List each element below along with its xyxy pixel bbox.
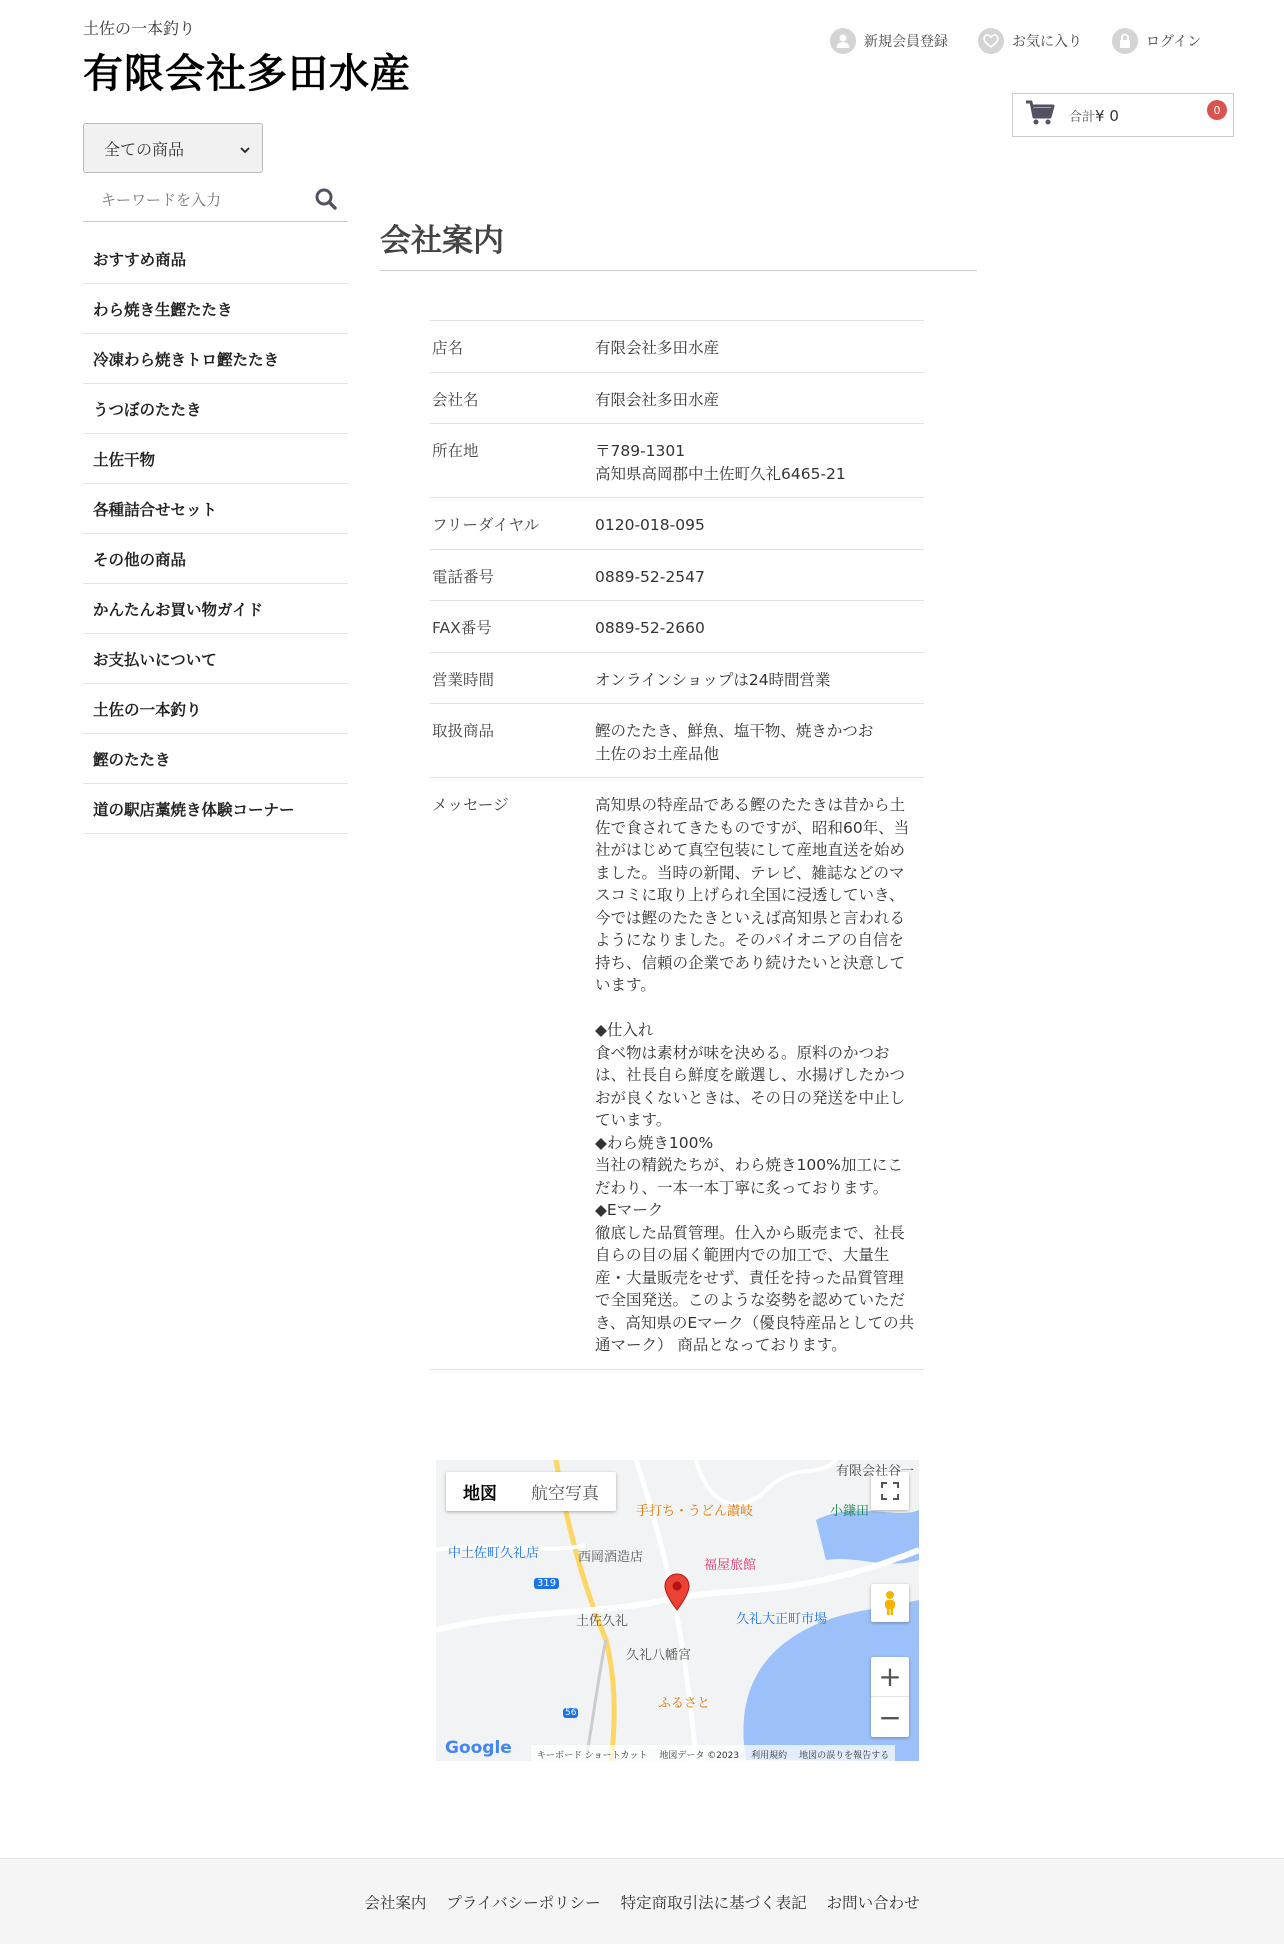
favorites-label: お気に入り (1012, 34, 1082, 50)
sidebar-item[interactable]: 道の駅店藁焼き体験コーナー (83, 784, 348, 834)
info-key: FAX番号 (430, 601, 594, 653)
info-row (430, 778, 924, 1370)
map-label-sake: 西岡酒造店 (578, 1550, 644, 1565)
info-row (430, 652, 924, 704)
site-title[interactable]: 有限会社多田水産 (83, 51, 411, 97)
sidebar-item[interactable]: 土佐の一本釣り (83, 684, 348, 734)
category-select-value: 全ての商品 (104, 139, 185, 159)
map-label-furusato: ふるさと (658, 1696, 711, 1711)
sidebar-item[interactable]: わら焼き生鰹たたき (83, 284, 348, 334)
login-label: ログイン (1146, 34, 1202, 50)
sidebar-item[interactable]: 冷凍わら焼きトロ鰹たたき (83, 334, 348, 384)
info-row (430, 704, 924, 778)
map-type-tabs (446, 1472, 616, 1511)
map-label-road: 319 (534, 1578, 559, 1589)
info-value: 高知県の特産品である鰹のたたきは昔から土佐で食されてきたものですが、昭和60年、当社がはじめて真空包装にして産地直送を始めました。当時の新聞、テレビ、雑誌などのマスコミに取り上げられ全国に浸透していき、今では鰹のたたきといえば高知県と言われるようになりました。そのパイオニアの自信を持ち、信頼の企業であり続けたいと決意しています。 ◆仕入れ 食べ物は素材が味を決める。原料のかつおは、社長自ら鮮度を厳選し、水揚げしたかつおが良くないときは、その日の発送を中止しています。 ◆わら焼き100% 当社の精鋭たちが、わら焼き100%加工にこだわり、一本一本丁寧に炙っております。 ◆Eマーク 徹底した品質管理。仕入から販売まで、社長自らの目の届く範囲内での加工で、大量生産・大量販売をせず、責任を持った品質管理で全国発送。このような姿勢を認めていただき、高知県のEマーク（優良特産品としての共通マーク） 商品となっております。 (594, 778, 924, 1370)
map-label-udon: 手打ち・うどん讃岐 (636, 1504, 754, 1519)
map-label-shrine: 久礼八幡宮 (626, 1648, 692, 1663)
google-map[interactable] (436, 1460, 919, 1761)
cart-total-label: 合計 (1069, 109, 1096, 125)
map-label-kamada: 小鎌田 (830, 1504, 870, 1519)
category-select[interactable] (83, 123, 263, 173)
sidebar-item[interactable]: おすすめ商品 (83, 234, 348, 284)
info-row (430, 549, 924, 601)
search-icon[interactable] (314, 187, 338, 215)
footer-link[interactable]: プライバシーポリシー (446, 1893, 601, 1912)
heart-icon (978, 28, 1004, 54)
map-label-company: 有限会社谷一 (836, 1464, 915, 1479)
zoom-out-button[interactable]: − (878, 1700, 902, 1734)
cart-count-badge: 0 (1207, 100, 1227, 120)
map-label-route56: 56 (565, 1708, 577, 1718)
google-logo: Google (445, 1738, 512, 1758)
tab-map[interactable]: 地図 (463, 1484, 497, 1504)
info-value: 0120-018-095 (594, 498, 924, 550)
lock-icon (1112, 28, 1138, 54)
register-link[interactable] (830, 28, 948, 54)
sidebar-item[interactable]: かんたんお買い物ガイド (83, 584, 348, 634)
sidebar-item[interactable]: うつぼのたたき (83, 384, 348, 434)
map-data-credit: 地図データ ©2023 (659, 1751, 740, 1761)
map-label-store: 中土佐町久礼店 (448, 1546, 540, 1561)
search-input[interactable] (101, 191, 301, 209)
map-marker-icon[interactable] (664, 1573, 690, 1615)
site-tagline: 土佐の一本釣り (83, 19, 196, 38)
map-label-market: 久礼大正町市場 (736, 1612, 828, 1627)
info-value: 0889-52-2660 (594, 601, 924, 653)
info-key: 取扱商品 (430, 704, 594, 778)
street-view-button[interactable] (871, 1584, 909, 1622)
user-nav (830, 28, 1201, 54)
info-key: フリーダイヤル (430, 498, 594, 550)
info-key: 店名 (430, 321, 594, 373)
footer-link[interactable]: お問い合わせ (826, 1893, 920, 1912)
category-menu (83, 234, 348, 834)
map-label-ryokan: 福屋旅館 (704, 1558, 757, 1573)
register-label: 新規会員登録 (864, 34, 948, 50)
page-title: 会社案内 (380, 215, 977, 271)
info-value: 有限会社多田水産 (594, 321, 924, 373)
cart-button[interactable] (1012, 93, 1234, 137)
sidebar-item[interactable]: 鰹のたたき (83, 734, 348, 784)
footer-link[interactable]: 特定商取引法に基づく表記 (620, 1893, 807, 1912)
zoom-in-button[interactable]: + (871, 1657, 909, 1697)
cart-amount: ¥ 0 (1095, 106, 1119, 125)
info-row (430, 424, 924, 498)
info-row (430, 601, 924, 653)
cart-icon (1025, 100, 1055, 130)
chevron-down-icon (240, 139, 250, 158)
fullscreen-icon (881, 1482, 899, 1500)
info-value: 有限会社多田水産 (594, 372, 924, 424)
sidebar-item[interactable]: 各種詰合せセット (83, 484, 348, 534)
info-value: 〒789-1301 高知県高岡郡中土佐町久礼6465-21 (594, 424, 924, 498)
site-footer (0, 1858, 1284, 1944)
sidebar-item[interactable]: 土佐干物 (83, 434, 348, 484)
sidebar-item[interactable]: その他の商品 (83, 534, 348, 584)
user-icon (830, 28, 856, 54)
zoom-controls (871, 1657, 909, 1737)
map-report-link[interactable]: 地図の誤りを報告する (799, 1751, 890, 1761)
footer-link[interactable]: 会社案内 (364, 1893, 427, 1912)
info-value: オンラインショップは24時間営業 (594, 652, 924, 704)
info-value: 鰹のたたき、鮮魚、塩干物、焼きかつお 土佐のお土産品他 (594, 704, 924, 778)
info-value: 0889-52-2547 (594, 549, 924, 601)
info-key: 電話番号 (430, 549, 594, 601)
info-key: 所在地 (430, 424, 594, 498)
login-link[interactable] (1112, 28, 1201, 54)
pegman-icon (882, 1590, 898, 1616)
info-key: 営業時間 (430, 652, 594, 704)
map-label-station: 土佐久礼 (576, 1614, 629, 1629)
info-row (430, 498, 924, 550)
tab-satellite[interactable]: 航空写真 (531, 1484, 599, 1504)
info-key: 会社名 (430, 372, 594, 424)
map-keyboard-shortcuts[interactable]: キーボード ショートカット (537, 1751, 648, 1761)
info-row (430, 372, 924, 424)
info-row (430, 321, 924, 373)
sidebar-item[interactable]: お支払いについて (83, 634, 348, 684)
map-footer (531, 1745, 895, 1761)
company-info-table (430, 320, 924, 1370)
map-terms-link[interactable]: 利用規約 (751, 1751, 788, 1761)
search-box (83, 178, 348, 222)
favorites-link[interactable] (978, 28, 1082, 54)
info-key: メッセージ (430, 778, 594, 1370)
